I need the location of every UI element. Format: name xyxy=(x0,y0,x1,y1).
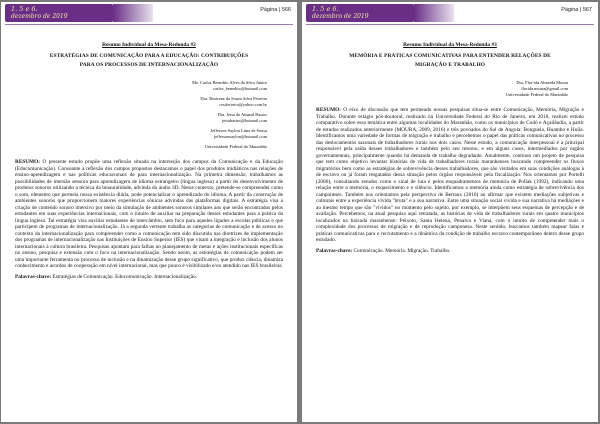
abstract-text: O eixo de discussão que tem permeado nossas pesquisas situa-se entre Comunicação, Memória, Migração e Trabalho. Durante estágio pós-doutoral, realizado na Universidade Federal do Rio de Janeiro, em 2018, realizei estudo comparativo sobre essa temática entre algumas localidades do Maranhão, como os municípios de Codó e Açailândia, a partir de estudos realizados anteriormente (MOURA, 2009, 2016) e três povoados do Sul de Angola: Bonguela, Huambo e Huíla. Identificamos uma variedade de formas de migração e trabalho e percebemos o papel das práticas comunicativas no processo das deslocamentos sazonais de trabalhadores rurais nos dois casos. Neste estudo, a comunicação interpessoal é a principal responsável pela saída desses trabalhadores e também pelo seu retorno, e em alguns casos, intermediados por órgãos governamentais, principalmente quando há demanda de trabalho degradante. Atualmente, continuo um projeto de pesquisa que tem como objetivo levantar histórias de vida de trabalhadores rurais maranhenses buscando compreender os fluxos migratórios bem como as estratégias de sobrevivência desses trabalhadores, que são visitados em suas condições análogas à de escravo ou já foram resgatados dessa situação pelos órgãos responsáveis pela fiscalização. Nos orientamos por Portelli (2000), consultando estudos como o sinal de luta e pelos enquadramentos de memória de Pollak (1992), indicando uma relação entre a memória, o esquecimento e o silêncio. Identificamos a memória ainda como estratégia de sobrevivência dos camponeses. Também nos orientamos pela perspectiva de Bertaux (2010) ao afirmar que existem mediações subjetivas e culturais entre a experiência vivida "bruta" e a sua narrativa. Entre uma situação social vivida e sua narrativa há mediações e ao mesmo tempo que são "vividos" no momento pelo sujeito, por exemplo, se interpõem seus esquemas de percepção e de avaliação. Percebemos, na atual pesquisa aqui retratada, as histórias de vida de trabalhadores rurais em quatro municípios localizados na baixada maranhense: Peixoto, Santa Helena, Penalva e Viana, com o intuito de compreender mais o complexidade dos processos de migração e de reprodução camponesa. Neste sentido, buscamos também mapear falas e práticas comunicativas para o recrutamento e a dinâmica da condição de trabalho escravo contemporâneo dentro desse grupo estudado. xyxy=(316,107,585,243)
keywords xyxy=(15,274,283,281)
banner-gradient xyxy=(113,4,153,22)
logo-line-2: dezembro de 2019 xyxy=(11,13,68,20)
author-email: jeisabastos@hotmail.com xyxy=(221,118,267,123)
page-content xyxy=(15,42,283,416)
right-page xyxy=(302,2,598,422)
author-email: florida.moura@gmail.com xyxy=(521,86,568,91)
abstract xyxy=(316,107,584,244)
section-heading: Resumo Individual da Mesa-Redonda #3 xyxy=(403,42,497,48)
logo-line-1: 1. 5 e 6. xyxy=(11,5,38,13)
affiliation: Universidade Federal do Maranhão xyxy=(505,92,568,97)
banner-divider xyxy=(5,24,293,25)
banner-gradient xyxy=(414,4,454,22)
title-line-2: PARA OS PROCESSOS DE INTERNACIONALIZAÇÃO xyxy=(79,62,219,68)
title-line-2: MIGRAÇÃO E TRABALHO xyxy=(414,62,486,68)
author-name: Jefferson Saylon Lima de Sousa xyxy=(210,128,267,133)
logo-line-2: dezembro de 2019 xyxy=(312,13,369,20)
page-number: Página | 566 xyxy=(260,7,291,13)
keywords-label: Palavras-chave: xyxy=(316,247,353,254)
author-email: carlos_benedito@hotmail.com xyxy=(213,86,267,91)
author-block xyxy=(15,80,267,150)
title-line-1: ESTRATÉGIAS DE COMUNICAÇÃO PARA A EDUCAÇÃO: CONTRIBUIÇÕES xyxy=(49,53,249,59)
page-number: Página | 567 xyxy=(561,7,592,13)
event-banner xyxy=(1,2,297,26)
keywords-text: Estratégias de Comunicação. Educomunicação. Internacionalização. xyxy=(52,273,198,280)
title-line-1: MEMÓRIA E PRÁTICAS COMUNICATIVAS PARA ENTENDER RELAÇÕES DE xyxy=(349,53,551,59)
section-heading: Resumo Individual da Mesa-Redonda #2 xyxy=(102,42,196,48)
author-name: Me. Carlos Benedito Alves da Silva Júnior xyxy=(192,80,267,85)
page-content xyxy=(316,42,584,416)
affiliation: Universidade Federal do Maranhão xyxy=(204,144,267,149)
abstract-label: RESUMO: xyxy=(316,107,342,113)
author-email: rosiferreira@yahoo.com.br xyxy=(219,102,267,107)
banner-divider xyxy=(306,24,594,25)
abstract xyxy=(15,159,283,270)
author-name: Dra. Rosirene da Souza Silva Ferreira xyxy=(200,96,267,101)
keywords-label: Palavras-chave: xyxy=(15,273,52,280)
logo-line-1: 1. 5 e 6. xyxy=(312,5,339,13)
keywords xyxy=(316,248,584,255)
paper-title xyxy=(15,52,283,70)
abstract-label: RESUMO: xyxy=(15,159,41,165)
event-logo xyxy=(5,4,113,22)
author-name: Dra. Jeisa de Amaral Bastos xyxy=(217,112,267,117)
author-email: jeffersonsaylon@hotmail.com xyxy=(213,134,267,139)
left-page xyxy=(1,2,297,422)
event-logo xyxy=(306,4,414,22)
author-block xyxy=(316,80,568,98)
abstract-text: O presente estudo propõe uma reflexão situada na interseção dos campos da Comunicação e da Educação (Educomunicação). Consoante a reflexão dos campos propostos destacamos o papel dos produtos midiáticos nas relações de ensino-aprendizagem e nas políticas educacionais de para internacionalização. Na primeira dimensão, trabalhamos as possibilidades de imersão sensora para aprendizagem de idioma estrangeiro (língua inglesa) a partir do desenvolvimento de produtos sonoros utilizando a técnica da binauralidade, advinda do áudio 3D. Nesse contexto, pretende-se compreender como o som, elemento que permeia nossa existência diária, pode potencializar o aprendizado do idioma. A partir da construção de ambientes sonoros que proporcionem maiores experiências sônicas advindas das plataformas digitais. A estratégia visa a criação de conteúdo sonoro imersivo por meio da simulação de ambientes sonoros similares aos que serão encontrados pelos estudantes em suas experiências internacionais, com o intuito de auxiliar na preparação desses estudantes para a prática da língua inglesa. Tal estratégia visa auxiliar estudantes de intercâmbio, sem foco para aqueles ligados a escolas públicas e que participem de programas de internacionalização. Já a segunda vertente trabalha as categorias de comunicação e de acesso no contexto da internacionalização para compreender como a comunicação tem sido discutida nas diretrizes de implementação dos programas de internacionalização nas Instituições de Ensino Superior (IES) que visam a integração e inclusão dos alunos internacionais à cultura brasileira. Pesquisas apontam para falhas no planejamento de metas e ações institucionais específicas no ensino, pesquisa e extensão com o foco na internacionalização. Sendo assim, as estratégias de comunicação podem ser uma importante ferramenta no processo de inclusão e na dinamização desse grupo significativo, que produz ciência, dinamiza conhecimento e acordos de cooperação em nível internacional, mas que pouco é visibilizado e/ou atendido nas IES brasileiras. xyxy=(15,159,283,269)
event-banner xyxy=(302,2,598,26)
keywords-text: Comunicação. Memória. Migração. Trabalho. xyxy=(353,247,451,254)
paper-title xyxy=(316,52,584,70)
author-name: Dra. Flor-ida Almeida Moura xyxy=(516,80,568,85)
